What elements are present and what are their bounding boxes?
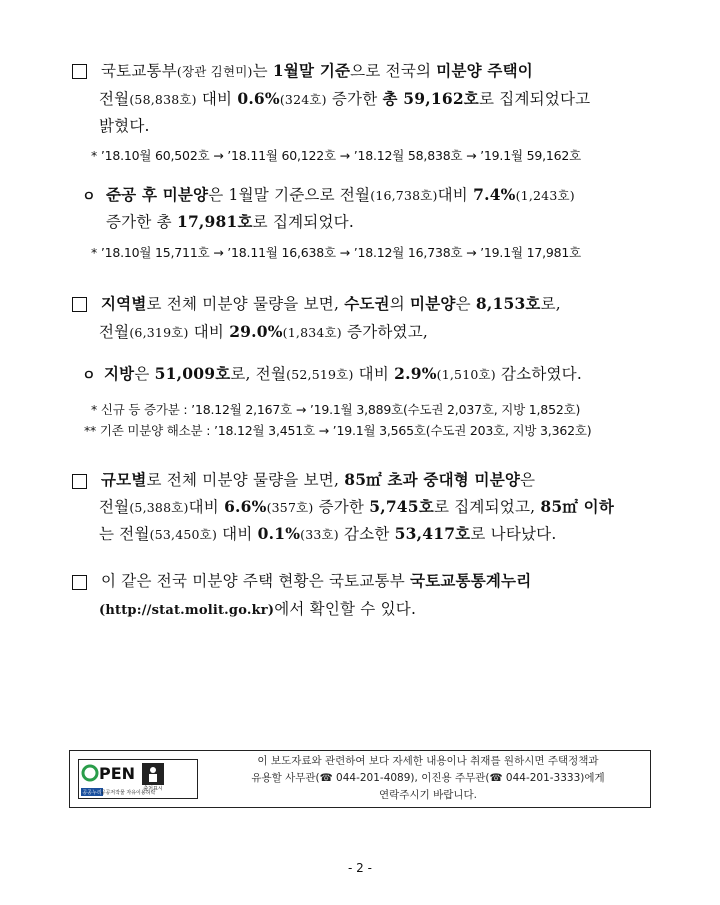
contact-info-box — [69, 750, 651, 808]
text: 로 전체 미분양 물량을 보면, — [146, 471, 345, 489]
text: 총 59,162호 — [382, 89, 479, 108]
text: 대비 — [188, 323, 230, 341]
text: 1월말 기준 — [272, 61, 351, 80]
text: 지역별 — [101, 294, 147, 313]
sub-bullet: ㅇ — [82, 189, 96, 205]
section2-sub-line — [104, 362, 582, 384]
text: 2.9% — [394, 364, 437, 383]
section3-line3 — [99, 522, 556, 544]
section1-line1 — [101, 59, 533, 81]
text: 은 — [455, 295, 476, 313]
text: 은 — [134, 365, 155, 383]
svg-text:출처표시: 출처표시 — [143, 786, 163, 792]
section1-sub-line1 — [106, 183, 575, 205]
contact-line1: 이 보도자료와 관련하여 보다 자세한 내용이나 취재를 원하시면 주택정책과 — [257, 755, 599, 767]
text: 로, — [540, 295, 561, 313]
text: 로 집계되었다. — [252, 213, 354, 231]
text: 대비 — [196, 90, 238, 108]
text: 17,981호 — [176, 212, 253, 231]
contact-text — [210, 753, 646, 804]
text: 0.6% — [237, 89, 280, 108]
text: 국토교통통계누리 — [410, 571, 532, 590]
text: (58,838호) — [129, 92, 197, 107]
checkbox-bullet — [72, 297, 87, 312]
text: 이 같은 전국 미분양 주택 현황은 국토교통부 — [101, 572, 411, 590]
section3-line2 — [99, 495, 614, 517]
section4-line2 — [99, 597, 416, 619]
text: 은 — [520, 471, 536, 489]
svg-text:공공저작물 자유이용허락: 공공저작물 자유이용허락 — [100, 790, 156, 796]
sub-bullet: ㅇ — [82, 368, 96, 384]
text: 로 집계되었다고 — [478, 90, 591, 108]
text: 대비 — [188, 498, 225, 516]
text: 대비 — [437, 186, 474, 204]
text: 5,745호 — [369, 497, 434, 516]
text: 증가한 총 — [106, 213, 177, 231]
svg-text:공공누리: 공공누리 — [82, 790, 102, 796]
section2-note2: ** 기존 미분양 해소분 : ’18.12월 3,451호 → ’19.1월 3,565호(수도권 203호, 지방 3,362호) — [84, 423, 592, 438]
text: 증가한 — [326, 90, 383, 108]
text: 증가하였고, — [341, 323, 429, 341]
section1-sub-note: * ’18.10월 15,711호 → ’18.11월 16,638호 → ’18.12월 16,738호 → ’19.1월 17,981호 — [91, 245, 582, 260]
text: 대비 — [353, 365, 395, 383]
checkbox-bullet — [72, 474, 87, 489]
text: 는 — [252, 62, 273, 80]
text: (1,243호) — [515, 188, 575, 203]
section1-note: * ’18.10월 60,502호 → ’18.11월 60,122호 → ’18.12월 58,838호 → ’19.1월 59,162호 — [91, 148, 582, 163]
text: 에서 확인할 수 있다. — [274, 600, 417, 618]
text: 8,153호 — [475, 294, 541, 313]
kogl-open-logo — [78, 759, 198, 799]
kogl-logo-icon — [78, 759, 198, 799]
checkbox-bullet — [72, 64, 87, 79]
text: 6.6% — [224, 497, 267, 516]
text: 는 전월 — [99, 525, 150, 543]
text: 미분양 — [410, 294, 456, 313]
text: 85㎡ 이하 — [540, 497, 614, 516]
text: 대비 — [217, 525, 258, 543]
text: (1,834호) — [282, 325, 342, 340]
text: 의 — [389, 295, 411, 313]
text: 전월 — [99, 498, 130, 516]
text: 53,417호 — [394, 524, 471, 543]
text: 29.0% — [229, 322, 283, 341]
text: 감소한 — [338, 525, 395, 543]
text: 지방 — [104, 364, 135, 383]
section1-line3: 밝혔다. — [99, 117, 150, 135]
text: 미분양 주택이 — [436, 61, 533, 80]
text: 감소하였다. — [495, 365, 582, 383]
text: 수도권 — [344, 294, 390, 313]
text: 으로 전국의 — [350, 62, 437, 80]
text: (324호) — [279, 92, 327, 107]
text: 로 전체 미분양 물량을 보면, — [146, 295, 345, 313]
section2-line1 — [101, 292, 561, 314]
checkbox-bullet — [72, 575, 87, 590]
text: 전월 — [99, 323, 130, 341]
section2-line2 — [99, 320, 428, 342]
stat-url-link[interactable]: (http://stat.molit.go.kr) — [99, 603, 275, 618]
svg-text:PEN: PEN — [99, 764, 136, 783]
contact-line2: 유용할 사무관(☎ 044-201-4089), 이진용 주무관(☎ 044-201-3333)에게 — [251, 772, 605, 784]
text: (53,450호) — [149, 527, 218, 542]
text: 국토교통부 — [101, 62, 177, 80]
section1-sub-line2 — [106, 210, 354, 232]
text: 전월 — [99, 90, 130, 108]
text: 규모별 — [101, 470, 147, 489]
text: 0.1% — [257, 524, 301, 543]
contact-line3: 연락주시기 바랍니다. — [379, 789, 477, 801]
section3-line1 — [101, 468, 535, 490]
text: (장관 김현미) — [176, 64, 253, 79]
text: 준공 후 미분양 — [106, 185, 209, 204]
text: 7.4% — [473, 185, 516, 204]
section1-line2 — [99, 87, 590, 109]
text: 85㎡ 초과 중대형 미분양 — [344, 470, 521, 489]
text: (1,510호) — [436, 367, 496, 382]
text: 51,009호 — [154, 364, 231, 383]
text: (357호) — [266, 500, 314, 515]
text: 로 집계되었고, — [433, 498, 541, 516]
text: (52,519호) — [286, 367, 354, 382]
text: 은 1월말 기준으로 전월 — [208, 186, 371, 204]
page-number: - 2 - — [348, 861, 372, 875]
text: (5,388호) — [129, 500, 189, 515]
text: (16,738호) — [370, 188, 438, 203]
text: 로 나타났다. — [470, 525, 557, 543]
text: 로, 전월 — [230, 365, 287, 383]
text: 증가한 — [313, 498, 370, 516]
text: (33호) — [300, 527, 339, 542]
section2-note1: * 신규 등 증가분 : ’18.12월 2,167호 → ’19.1월 3,889호(수도권 2,037호, 지방 1,852호) — [91, 402, 581, 417]
section4-line1 — [101, 569, 531, 591]
text: (6,319호) — [129, 325, 189, 340]
